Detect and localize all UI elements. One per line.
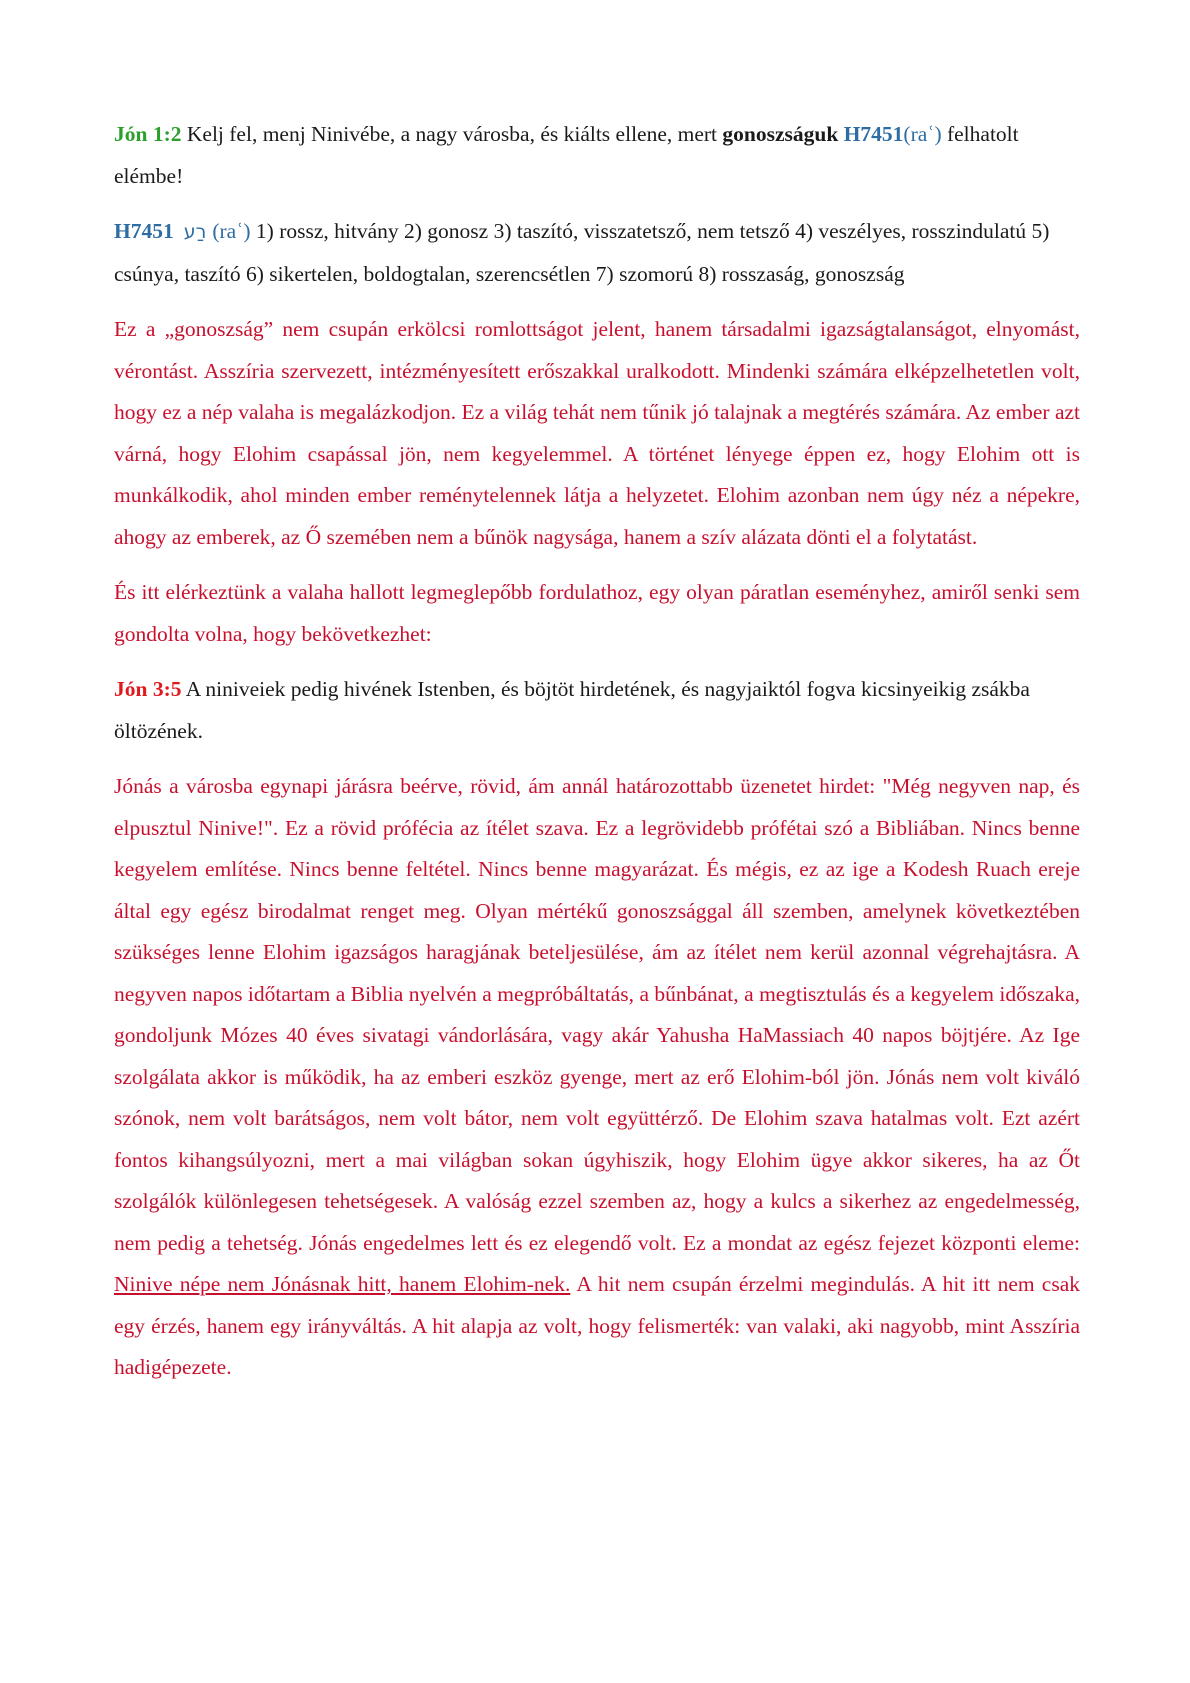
commentary-paragraph-2: És itt elérkeztünk a valaha hallott legmeglepőbb fordulathoz, egy olyan páratlan eseményhez, amiről senki sem gondolta volna, hogy bekövetkezhet: (114, 580, 1080, 646)
verse-text: Kelj fel, menj Ninivébe, a nagy városba, és kiálts ellene, mert (181, 122, 723, 146)
commentary-text: Jónás a városba egynapi járásra beérve, rövid, ám annál határozottabb üzenetet hirdet: "Még negyven nap, és elpusztul Ninive!". Ez a rövid prófécia az ítélet szava. Ez a legrövidebb prófétai szó a Bibliában. Nincs benne kegyelem említése. Nincs benne feltétel. Nincs benne magyarázat. És mégis, ez az ige a Kodesh Ruach ereje által egy egész birodalmat renget meg. Olyan mértékű gonoszsággal áll szemben, amelynek következtében szükséges lenne Elohim igazságos haragjának beteljesülése, ám az ítélet nem kerül azonnal végrehajtásra. A negyven napos időtartam a Biblia nyelvén a megpróbáltatás, a bűnbánat, a megtisztulás és a kegyelem időszaka, gondoljunk Mózes 40 éves sivatagi vándorlására, vagy akár Yahusha HaMassiach 40 napos böjtjére. Az Ige szolgálata akkor is működik, ha az emberi eszköz gyenge, mert az erő Elohim-ból jön. Jónás nem volt kiváló szónok, nem volt barátságos, nem volt bátor, nem volt együttérző. De Elohim szava hatalmas volt. Ezt azért fontos kihangsúlyozni, mert a mai világban sokan úgyhiszik, hogy Elohim ügye akkor sikeres, ha az Őt szolgálók különlegesen tehetségesek. A valóság ezzel szemben az, hogy a kulcs a sikerhez az engedelmesség, nem pedig a tehetség. Jónás engedelmes lett és ez elegendő volt. Ez a mondat az egész fejezet központi eleme: (114, 774, 1080, 1255)
commentary-paragraph-1: Ez a „gonoszság” nem csupán erkölcsi romlottságot jelent, hanem társadalmi igazságtalanságot, elnyomást, vérontást. Asszíria szervezett, intézményesített erőszakkal uralkodott. Mindenki számára elképzelhetetlen volt, hogy ez a nép valaha is megalázkodjon. Ez a világ tehát nem tűnik jó talajnak a megtérés számára. Az ember azt várná, hogy Elohim csapással jön, nem kegyelemmel. A történet lényege éppen ez, hogy Elohim ott is munkálkodik, ahol minden ember reménytelennek látja a helyzetet. Elohim azonban nem úgy néz a népekre, ahogy az emberek, az Ő szemében nem a bűnök nagysága, hanem a szív alázata dönti el a folytatást. (114, 317, 1080, 549)
definition-text: 1) rossz, hitvány 2) gonosz 3) taszító, visszatetsző, nem tetsző 4) veszélyes, rosszindulatú 5) csúnya, taszító 6) sikertelen, boldogtalan, szerencsétlen 7) szomorú 8) rosszaság, gonoszság (114, 219, 1050, 286)
verse-jon-1-2 (114, 114, 1080, 197)
document-page (114, 114, 1080, 1403)
verse-keyword: gonoszságuk (722, 122, 839, 146)
verse-jon-3-5 (114, 669, 1080, 752)
verse-reference: Jón 1:2 (114, 122, 182, 146)
commentary-paragraph-3 (114, 766, 1080, 1389)
definition-strong-number: H7451 (114, 219, 174, 243)
strong-definition (114, 211, 1080, 295)
verse-reference: Jón 3:5 (114, 677, 182, 701)
hebrew-word: רַע (183, 221, 207, 243)
verse-text: A niniveiek pedig hivének Istenben, és böjtöt hirdetének, és nagyjaiktól fogva kicsinyeikig zsákba öltözének. (114, 677, 1030, 743)
verse-text-end: felhatolt elémbe! (114, 122, 1019, 188)
underlined-statement: Ninive népe nem Jónásnak hitt, hanem Elohim-nek. (114, 1272, 571, 1296)
commentary-text-end: A hit nem csupán érzelmi megindulás. A hit itt nem csak egy érzés, hanem egy irányváltás. A hit alapja az volt, hogy felismerték: van valaki, aki nagyobb, mint Asszíria hadigépezete. (114, 1272, 1081, 1379)
transliteration: (raʿ) (903, 122, 942, 146)
strong-number-link[interactable]: H7451 (843, 122, 904, 146)
definition-transliteration: (raʿ) (212, 219, 251, 243)
